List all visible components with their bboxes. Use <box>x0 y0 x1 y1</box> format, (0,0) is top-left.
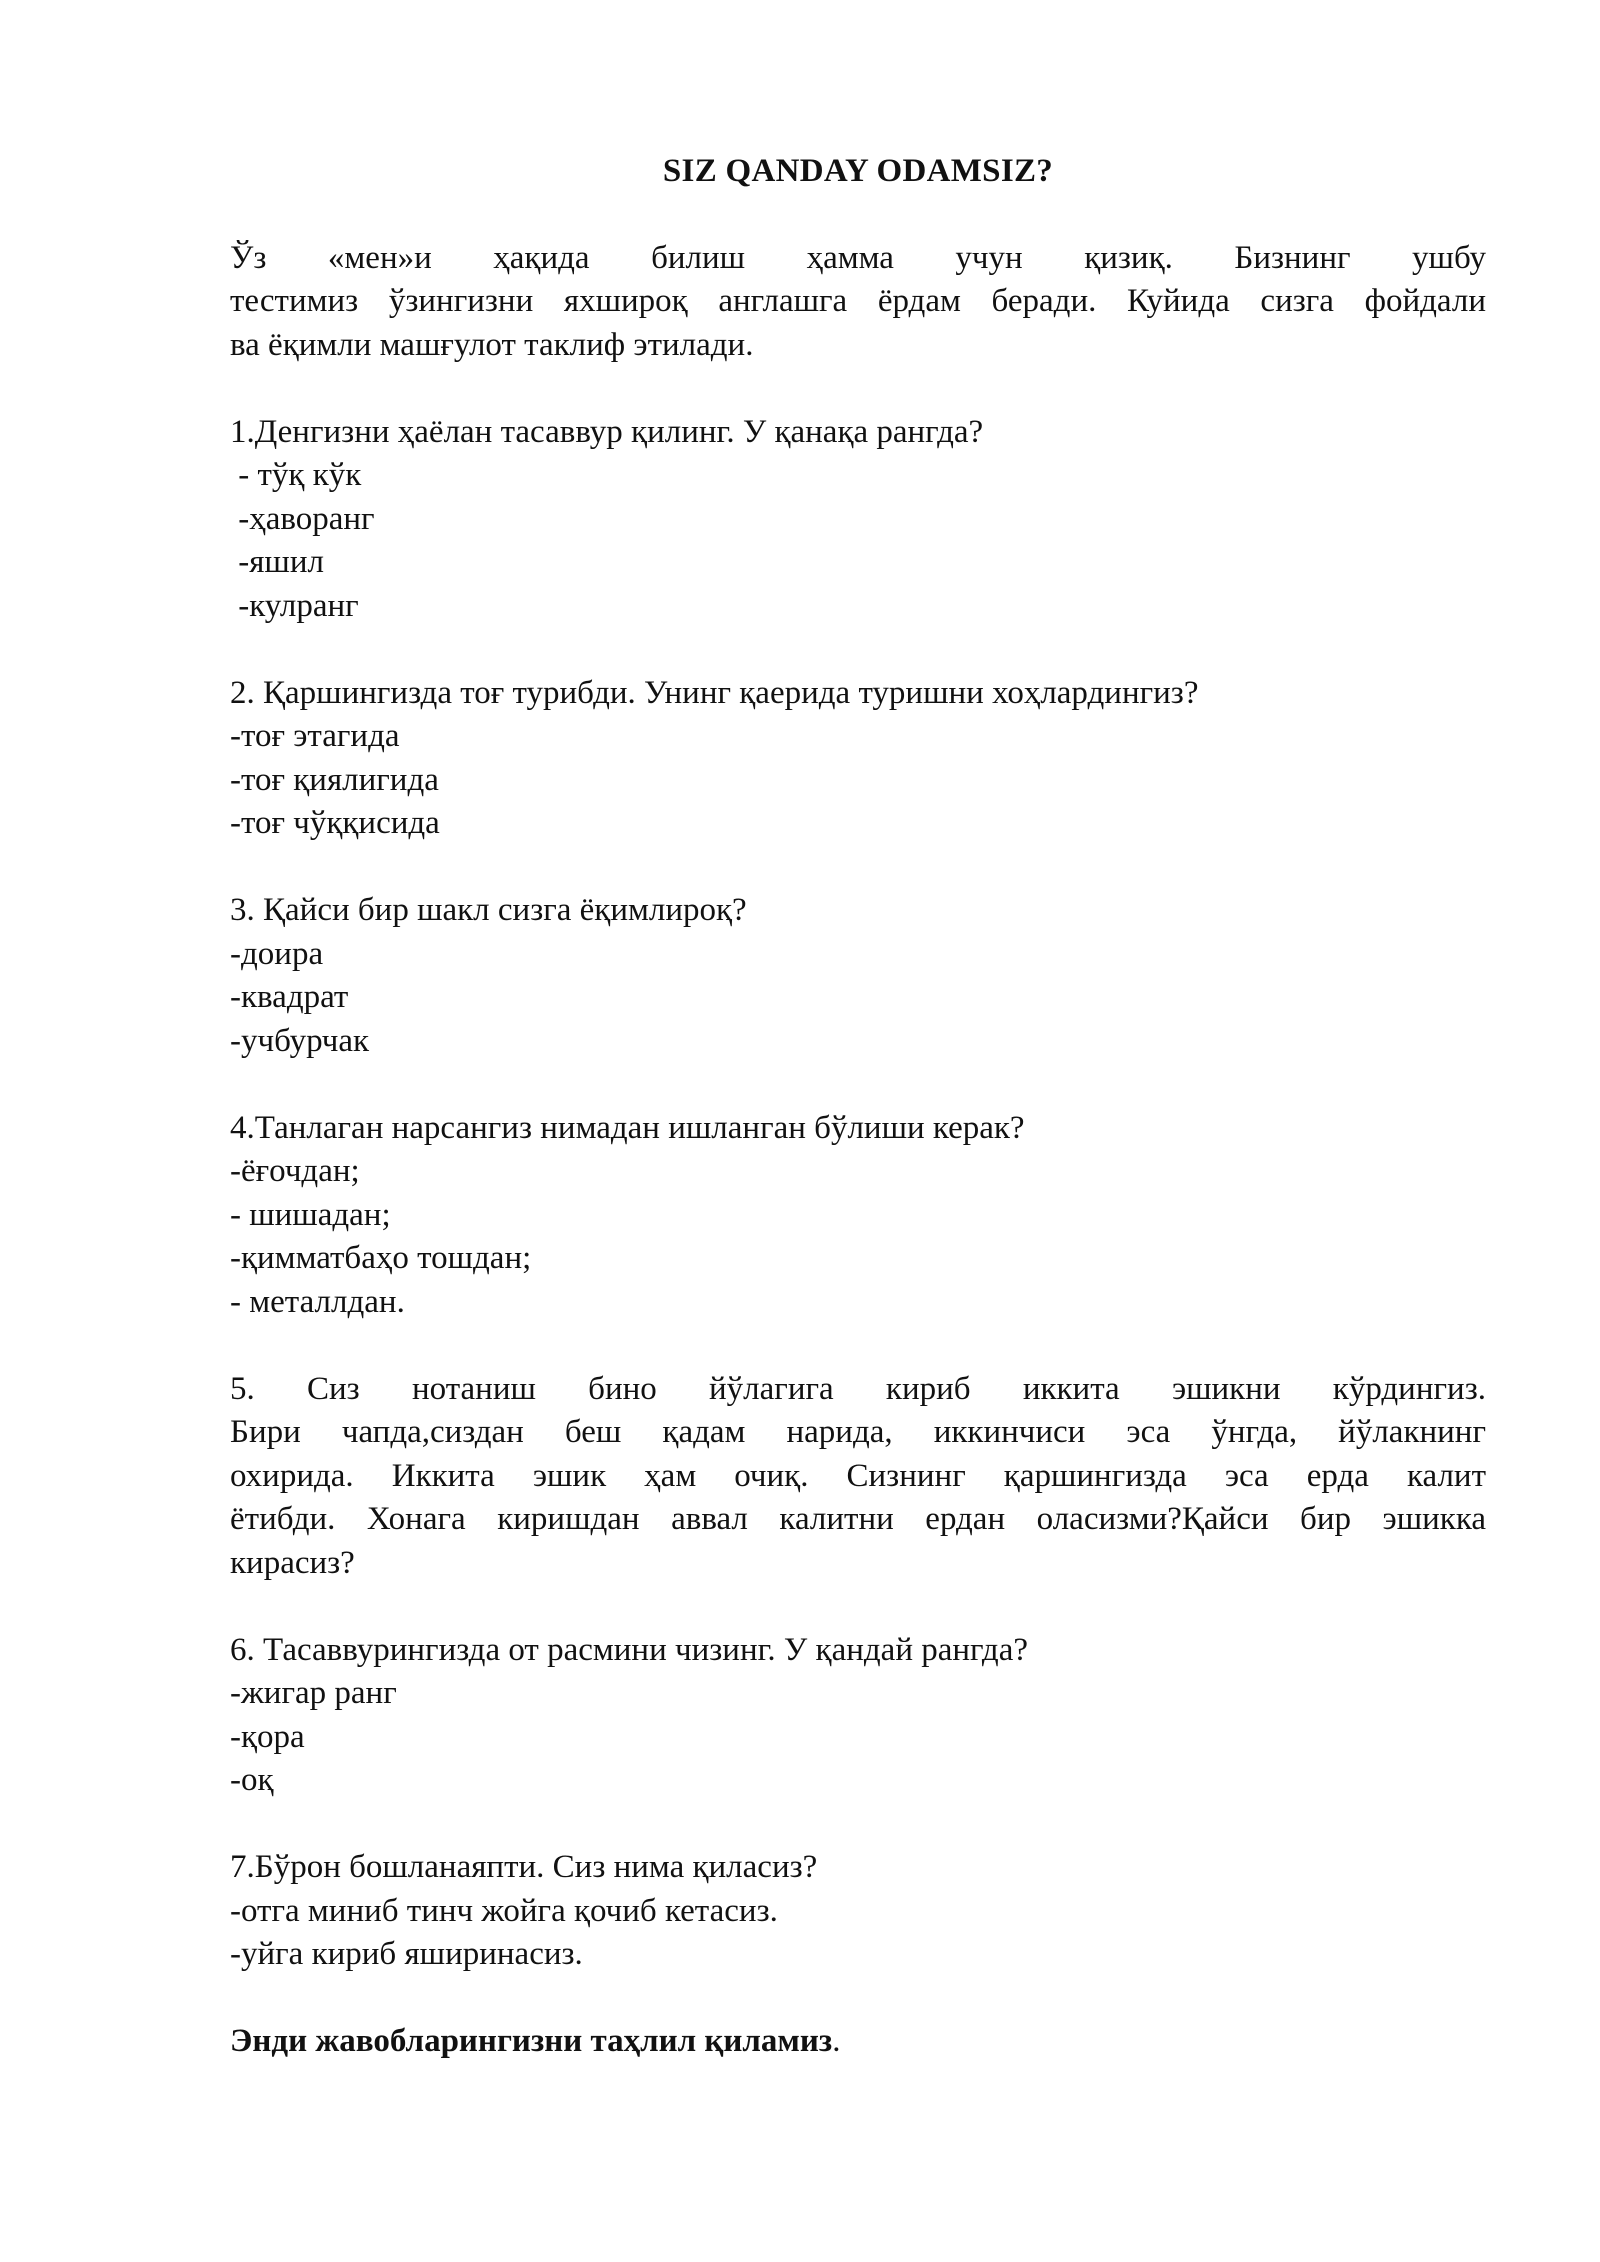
answer-option: -ҳаворанг <box>230 500 375 537</box>
conclusion-period: . <box>832 2023 841 2059</box>
answer-option: -қора <box>230 1718 305 1755</box>
document-page <box>230 150 1486 2064</box>
question-text: 1.Денгизни ҳаёлан тасаввур қилинг. У қанақа рангда? <box>230 413 984 450</box>
question-text-line: Бири чапда,сиздан беш қадам нарида, иккинчиси эса ўнгда, йўлакнинг <box>230 1414 1486 1450</box>
question-text: 2. Қаршингизда тоғ турибди. Унинг қаерида туришни хоҳлардингиз? <box>230 674 1199 711</box>
answer-option: -кулранг <box>230 587 359 624</box>
conclusion-bold-text: Энди жавобларингизни таҳлил қиламиз <box>230 2023 833 2059</box>
answer-option: -квадрат <box>230 979 349 1015</box>
question-text-line: ётибди. Хонага киришдан аввал калитни ердан оласизми?Қайси бир эшикка <box>230 1501 1486 1537</box>
question-text-line: охирида. Иккита эшик ҳам очиқ. Сизнинг қаршингизда эса ерда калит <box>230 1457 1486 1494</box>
question-text: 3. Қайси бир шакл сизга ёқимлироқ? <box>230 892 747 928</box>
answer-option: - тўқ кўк <box>230 457 362 493</box>
answer-option: -тоғ этагида <box>230 718 400 754</box>
question-text-line: кирасиз? <box>230 1544 355 1581</box>
question-6 <box>230 1629 1486 1803</box>
answer-option: -жигар ранг <box>230 1675 397 1711</box>
answer-option: -оқ <box>230 1762 274 1798</box>
answer-option: -отга миниб тинч жойга қочиб кетасиз. <box>230 1892 778 1929</box>
answer-option: -тоғ чўққисида <box>230 805 440 841</box>
question-text: 6. Тасаввурингизда от расмини чизинг. У қандай рангда? <box>230 1631 1029 1668</box>
answer-option: - шишадан; <box>230 1196 391 1233</box>
question-text-line: 5. Сиз нотаниш бино йўлагига кириб иккита эшикни кўрдингиз. <box>230 1370 1486 1407</box>
page-title: SIZ QANDAY ODAMSIZ? <box>662 153 1054 189</box>
answer-option: - металлдан. <box>230 1283 405 1320</box>
question-7 <box>230 1846 1486 1977</box>
answer-option: -ёғочдан; <box>230 1153 360 1189</box>
intro-paragraph <box>230 237 1486 368</box>
intro-line-1: Ўз «мен»и ҳақида билиш ҳамма учун қизиқ. Бизнинг ушбу <box>230 239 1486 276</box>
conclusion-line <box>230 2020 1486 2064</box>
answer-option: -қимматбаҳо тошдан; <box>230 1240 532 1276</box>
question-text: 7.Бўрон бошланаяпти. Сиз нима қиласиз? <box>230 1849 818 1885</box>
question-5 <box>230 1368 1486 1586</box>
answer-option: -уйга кириб яширинасиз. <box>230 1936 583 1972</box>
question-3 <box>230 889 1486 1063</box>
intro-line-2: тестимиз ўзингизни яхшироқ англашга ёрдам беради. Куйида сизга фойдали <box>230 283 1486 319</box>
answer-option: -яшил <box>230 544 324 580</box>
answer-option: -учбурчак <box>230 1022 370 1059</box>
question-1 <box>230 411 1486 629</box>
question-2 <box>230 672 1486 846</box>
answer-option: -доира <box>230 935 324 972</box>
intro-line-3: ва ёқимли машғулот таклиф этилади. <box>230 326 754 363</box>
answer-option: -тоғ қиялигида <box>230 761 439 798</box>
question-4 <box>230 1107 1486 1325</box>
question-text: 4.Танлаган нарсангиз нимадан ишланган бўлиши керак? <box>230 1109 1025 1146</box>
